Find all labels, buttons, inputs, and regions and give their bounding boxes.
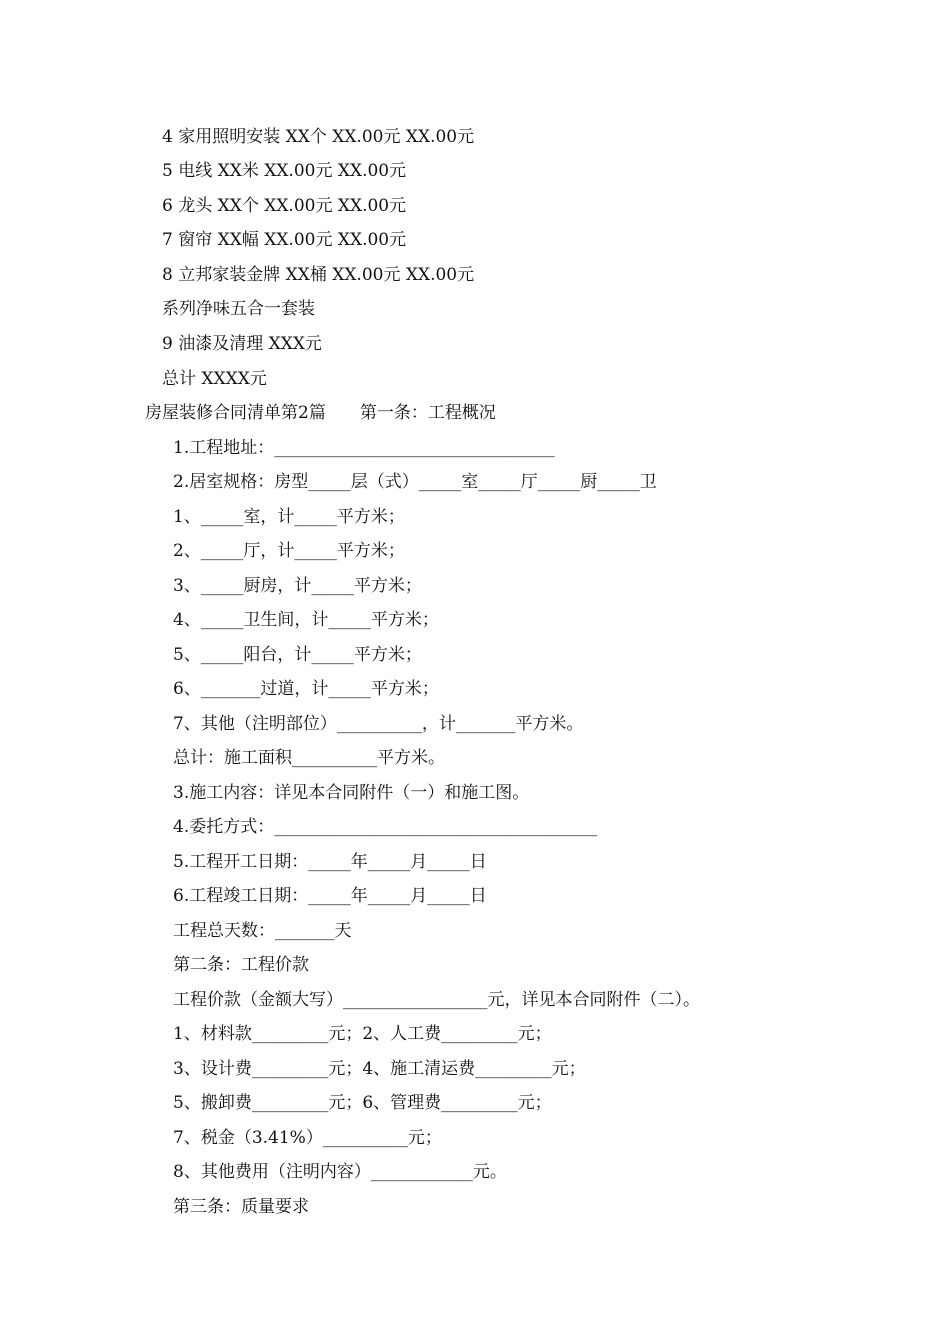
start-date: 5.工程开工日期：_____年_____月_____日 [173,852,487,872]
room-hall: 2、_____厅，计_____平方米； [173,541,405,561]
price-other: 8、其他费用（注明内容）____________元。 [173,1162,507,1182]
price-design-cleanup: 3、设计费_________元；4、施工清运费_________元； [173,1059,586,1079]
list-item-wire: 5 电线 XX米 XX.00元 XX.00元 [162,161,407,181]
list-item-paint: 8 立邦家装金牌 XX桶 XX.00元 XX.00元 [162,265,475,285]
construction-area-total: 总计：施工面积__________平方米。 [173,748,445,768]
section-heading: 房屋装修合同清单第2篇 第一条：工程概况 [145,403,496,423]
article2-heading: 第二条：工程价款 [173,955,309,975]
list-item-lighting: 4 家用照明安装 XX个 XX.00元 XX.00元 [162,127,475,147]
room-corridor: 6、_______过道，计_____平方米； [173,679,439,699]
article3-heading: 第三条：质量要求 [173,1197,309,1217]
room-kitchen: 3、_____厨房，计_____平方米； [173,576,422,596]
list-item-curtain: 7 窗帘 XX幅 XX.00元 XX.00元 [162,230,407,250]
room-specification: 2.居室规格：房型_____层（式）_____室_____厅_____厨_____卫 [173,472,657,492]
room-balcony: 5、_____阳台，计_____平方米； [173,645,422,665]
room-other: 7、其他（注明部位）__________，计_______平方米。 [173,714,584,734]
list-item-faucet: 6 龙头 XX个 XX.00元 XX.00元 [162,196,407,216]
list-item-paint-continued: 系列净味五合一套装 [162,299,315,319]
room-bedroom: 1、_____室，计_____平方米； [173,507,405,527]
construction-content: 3.施工内容：详见本合同附件（一）和施工图。 [173,783,530,803]
room-bathroom: 4、_____卫生间，计_____平方米； [173,610,439,630]
list-item-painting-cleanup: 9 油漆及清理 XXX元 [162,334,322,354]
total-days: 工程总天数：_______天 [173,921,352,941]
completion-date: 6.工程竣工日期：_____年_____月_____日 [173,886,487,906]
price-materials-labor: 1、材料款_________元；2、人工费_________元； [173,1024,552,1044]
list-total: 总计 XXXX元 [162,369,267,389]
project-price-amount: 工程价款（金额大写）_________________元，详见本合同附件（二）。 [173,990,700,1010]
commission-method: 4.委托方式：______________________________________ [173,817,598,837]
price-tax: 7、税金（3.41%）__________元； [173,1128,442,1148]
project-address: 1.工程地址：_________________________________ [173,438,555,458]
price-moving-management: 5、搬卸费_________元；6、管理费_________元； [173,1093,552,1113]
